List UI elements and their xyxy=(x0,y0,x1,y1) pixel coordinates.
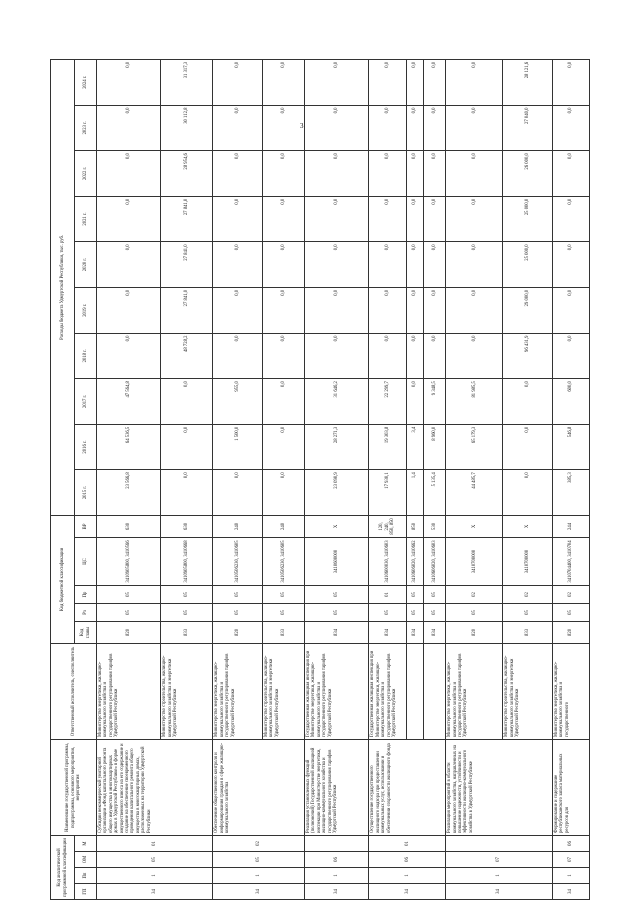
expense-value: 0,0 xyxy=(406,105,423,151)
expense-value: 0,0 xyxy=(369,333,406,379)
activity-name: Субсидии некоммерческой унитарной организации «Фонд капитального ремонта общего имущества в многоквартирных домах в Удмуртской Республике» в форме имущественного взноса на его содержание и создание на обеспечение своевременного проведения капитального ремонта общего имущества в многоквартирных домах, расположенных на территории Удмуртской Республики xyxy=(97,739,213,835)
m-code xyxy=(446,835,553,851)
executor-name: Министерство энергетики, жилищно-коммунального хозяйства и государственного регулирования тарифов Удмуртской Республики xyxy=(97,643,161,739)
gp-code: 34 xyxy=(97,884,213,900)
vr-code: 530 xyxy=(423,515,445,537)
executor-name: Государственная жилищная инспекция при Министерстве энергетики, жилищно-коммунального хозяйства и государственного регулирования тарифов Удмуртской Республики xyxy=(305,643,369,739)
header-cs: ЦС xyxy=(75,537,97,585)
table-row xyxy=(97,59,161,899)
header-gp: ГП xyxy=(75,884,97,900)
activity-name: Обеспечение общественного контроля и информирования граждан в сфере жилищно-коммунального хозяйства xyxy=(213,739,305,835)
table-row xyxy=(213,59,263,899)
executor-name xyxy=(423,643,445,739)
expense-value: 26 000,0 xyxy=(503,151,553,197)
executor-name: Министерство энергетики, жилищно-коммунального хозяйства и государственного xyxy=(552,643,589,739)
expense-value: 0,0 xyxy=(305,105,369,151)
grbs-code: 833 xyxy=(262,621,304,643)
vr-code: 630 xyxy=(97,515,161,537)
expense-value: 0,0 xyxy=(423,287,445,333)
header-year: 2018 г. xyxy=(75,333,97,379)
expense-value: 0,0 xyxy=(305,287,369,333)
expense-value: 0,0 xyxy=(369,196,406,242)
grbs-code: 833 xyxy=(161,621,213,643)
expense-value: 0,0 xyxy=(262,333,304,379)
header-rz: Рз xyxy=(75,603,97,621)
rz-code: 05 xyxy=(423,603,445,621)
expense-value: 0,0 xyxy=(213,105,263,151)
cs-code: 3410600000 xyxy=(305,537,369,585)
expense-value: 0,0 xyxy=(406,59,423,105)
expense-value: 0,0 xyxy=(369,59,406,105)
pr-code: 05 xyxy=(423,585,445,603)
header-year: 2015 г. xyxy=(75,470,97,516)
om-code: 05 xyxy=(97,852,213,868)
header-year: 2017 г. xyxy=(75,379,97,425)
expense-value: 19 303,8 xyxy=(369,424,406,470)
cs-code: 3410700000 xyxy=(446,537,503,585)
rz-code: 05 xyxy=(369,603,406,621)
expense-value: 9 348,5 xyxy=(423,379,445,425)
executor-name: Министерство строительства, жилищно-коммунального хозяйства и энергетики Удмуртской Республики xyxy=(161,643,213,739)
vr-code: 850 xyxy=(406,515,423,537)
expense-value: 0,0 xyxy=(446,287,503,333)
grbs-code: 834 xyxy=(369,621,406,643)
expense-value: 0,0 xyxy=(305,151,369,197)
expense-value: 0,0 xyxy=(97,59,161,105)
rz-code: 05 xyxy=(552,603,589,621)
header-year: 2019 г. xyxy=(75,287,97,333)
expense-value: 0,0 xyxy=(213,470,263,516)
expense-value: 1 500,0 xyxy=(213,424,263,470)
executor-name: Министерство строительства, жилищно-коммунального хозяйства и энергетики Удмуртской Республики xyxy=(503,643,553,739)
pp-code: 1 xyxy=(369,868,446,884)
expense-value: 0,0 xyxy=(446,105,503,151)
om-code: 06 xyxy=(305,852,369,868)
expense-value: 96 431,9 xyxy=(503,333,553,379)
expense-value: 0,0 xyxy=(423,196,445,242)
header-program-code: Код аналитической программной классификации xyxy=(51,835,75,899)
expense-value: 0,0 xyxy=(305,333,369,379)
expense-value: 0,0 xyxy=(446,242,503,288)
pr-code: 05 xyxy=(262,585,304,603)
expense-value: 0,0 xyxy=(406,196,423,242)
expense-value: 28 954,6 xyxy=(161,151,213,197)
om-code: 07 xyxy=(552,852,589,868)
expense-value: 27 841,0 xyxy=(161,287,213,333)
expense-value: 0,0 xyxy=(262,196,304,242)
grbs-code: 834 xyxy=(406,621,423,643)
pp-code: 1 xyxy=(97,868,213,884)
expense-value: 0,0 xyxy=(552,287,589,333)
pr-code: 01 xyxy=(369,585,406,603)
expense-value: 0,0 xyxy=(97,105,161,151)
cs-code: 3410506230, 3410605 xyxy=(213,537,263,585)
grbs-code: 834 xyxy=(423,621,445,643)
header-vr: ВР xyxy=(75,515,97,537)
expense-value: 0,0 xyxy=(213,287,263,333)
expense-value: 0,0 xyxy=(552,196,589,242)
executor-name: Министерство энергетики, жилищно-коммунального хозяйства и государственного регулирования тарифов Удмуртской Республики xyxy=(446,643,503,739)
expense-value: 65 179,3 xyxy=(446,424,503,470)
header-grbs: Код главы xyxy=(75,621,97,643)
expense-value: 5 135,4 xyxy=(423,470,445,516)
m-code: 01 xyxy=(369,835,446,851)
expense-value: 0,0 xyxy=(503,379,553,425)
expense-value: 0,0 xyxy=(406,151,423,197)
expense-value: 0,0 xyxy=(406,242,423,288)
expense-value: 0,0 xyxy=(213,151,263,197)
vr-code: 120, 240, 850, 850 xyxy=(369,515,406,537)
rz-code: 05 xyxy=(305,603,369,621)
grbs-code: 833 xyxy=(503,621,553,643)
expense-value: 0,0 xyxy=(161,470,213,516)
vr-code: X xyxy=(503,515,553,537)
expense-value: 0,0 xyxy=(97,196,161,242)
expense-value: 17 930,1 xyxy=(369,470,406,516)
header-executor: Ответственный исполнитель, соисполнитель xyxy=(51,643,97,739)
m-code: 02 xyxy=(213,835,305,851)
expense-value: 0,0 xyxy=(262,59,304,105)
header-year: 2022 г. xyxy=(75,151,97,197)
header-year: 2024 г. xyxy=(75,59,97,105)
rotated-table-wrapper xyxy=(50,60,590,900)
rz-code: 05 xyxy=(406,603,423,621)
expense-value: 25 000,0 xyxy=(503,242,553,288)
expense-value: 8 960,0 xyxy=(423,424,445,470)
pp-code: 1 xyxy=(213,868,305,884)
expense-value: 27 841,0 xyxy=(161,196,213,242)
cs-code: 3410905800, 3410668 xyxy=(161,537,213,585)
expense-value: 0,0 xyxy=(213,196,263,242)
expense-value: 3,4 xyxy=(406,424,423,470)
m-code: 06 xyxy=(552,835,589,851)
pr-code: 05 xyxy=(161,585,213,603)
expense-value: 0,0 xyxy=(213,333,263,379)
om-code: 06 xyxy=(369,852,446,868)
expense-value: 0,0 xyxy=(97,333,161,379)
vr-code: 240 xyxy=(213,515,263,537)
cs-code: 3410600030, 3410603 xyxy=(369,537,406,585)
om-code: 07 xyxy=(446,852,553,868)
rz-code: 05 xyxy=(213,603,263,621)
cs-code: 3410704400, 3410704 xyxy=(552,537,589,585)
expense-value: 0,0 xyxy=(503,470,553,516)
vr-code: 240 xyxy=(262,515,304,537)
om-code: 05 xyxy=(213,852,305,868)
grbs-code: 834 xyxy=(305,621,369,643)
expense-value: 0,0 xyxy=(552,333,589,379)
table-row xyxy=(446,59,503,899)
expense-value: 0,0 xyxy=(97,287,161,333)
expense-value: 0,0 xyxy=(305,59,369,105)
expense-value: 0,0 xyxy=(161,424,213,470)
expense-value: 0,0 xyxy=(262,151,304,197)
expense-value: 64 536,5 xyxy=(97,424,161,470)
expense-value: 0,0 xyxy=(406,333,423,379)
expense-value: 0,0 xyxy=(97,242,161,288)
expense-value: 0,0 xyxy=(305,242,369,288)
cs-code: 3410700000 xyxy=(503,537,553,585)
expense-value: 0,0 xyxy=(552,151,589,197)
activity-name: Осуществление государственного жилищного надзора при предоставлении коммунальных услуг, использовании и обеспечении сохранности жилищного фонда xyxy=(369,739,446,835)
expense-value: 0,0 xyxy=(262,424,304,470)
header-m: М xyxy=(75,835,97,851)
expense-value: 48 728,2 xyxy=(161,333,213,379)
activity-name: Реализация установленных функций (полномочий) Государственной жилищной инспекции при Министерстве энергетики, жилищно-коммунального хозяйства и государственного регулирования тарифов Удмуртской Республики xyxy=(305,739,369,835)
expense-value: 28 121,6 xyxy=(503,59,553,105)
grbs-code: 820 xyxy=(446,621,503,643)
header-name: Наименование государственной программы, подпрограммы, основного мероприятия, мероприятия xyxy=(51,739,97,835)
pr-code: 05 xyxy=(305,585,369,603)
header-year: 2021 г. xyxy=(75,196,97,242)
expense-value: 0,0 xyxy=(262,470,304,516)
budget-table xyxy=(50,59,590,900)
expense-value: 0,0 xyxy=(552,105,589,151)
expense-value: 0,0 xyxy=(369,287,406,333)
expense-value: 0,0 xyxy=(369,105,406,151)
expense-value: 0,0 xyxy=(552,59,589,105)
gp-code: 34 xyxy=(369,884,446,900)
header-pr: Пр xyxy=(75,585,97,603)
expense-value: 22 299,7 xyxy=(369,379,406,425)
cs-code: 3410606020, 3410603 xyxy=(423,537,445,585)
expense-value: 0,0 xyxy=(446,333,503,379)
table-row xyxy=(552,59,589,899)
expense-value: 0,0 xyxy=(446,59,503,105)
expense-value: 0,0 xyxy=(423,242,445,288)
rz-code: 05 xyxy=(446,603,503,621)
cs-code: 3410905800, 3410566 xyxy=(97,537,161,585)
expense-value: 0,0 xyxy=(446,196,503,242)
gp-code: 34 xyxy=(552,884,589,900)
pp-code: 1 xyxy=(446,868,553,884)
vr-code: 630 xyxy=(161,515,213,537)
grbs-code: 820 xyxy=(97,621,161,643)
m-code xyxy=(305,835,369,851)
expense-value: 0,0 xyxy=(305,196,369,242)
expense-value: 0,0 xyxy=(213,59,263,105)
expense-value: 0,0 xyxy=(161,379,213,425)
expense-value: 23 566,8 xyxy=(97,470,161,516)
gp-code: 34 xyxy=(446,884,553,900)
header-year: 2016 г. xyxy=(75,424,97,470)
expense-value: 0,0 xyxy=(423,151,445,197)
expense-value: 0,0 xyxy=(423,105,445,151)
expense-value: 0,0 xyxy=(262,105,304,151)
activity-name: Реализация мероприятий в области коммунального хозяйства, направленных на повышение надежности, устойчивости и эффективности жилищно-коммунального хозяйства в Удмуртской Республике xyxy=(446,739,553,835)
expense-value: 0,0 xyxy=(406,287,423,333)
expense-value: 1,4 xyxy=(406,470,423,516)
pp-code: 1 xyxy=(552,868,589,884)
expense-value: 0,0 xyxy=(423,59,445,105)
gp-code: 34 xyxy=(305,884,369,900)
expense-value: 44 485,7 xyxy=(446,470,503,516)
expense-value: 47 564,8 xyxy=(97,379,161,425)
expense-value: 0,0 xyxy=(552,242,589,288)
expense-value: 0,0 xyxy=(262,379,304,425)
header-year: 2023 г. xyxy=(75,105,97,151)
rz-code: 05 xyxy=(262,603,304,621)
gp-code: 34 xyxy=(213,884,305,900)
grbs-code: 820 xyxy=(552,621,589,643)
expense-value: 600,0 xyxy=(552,379,589,425)
header-pp: Пп xyxy=(75,868,97,884)
table-body xyxy=(97,59,590,899)
page-number: 3 xyxy=(300,122,304,130)
pr-code: 02 xyxy=(446,585,503,603)
header-budget-code: Код бюджетной классификации xyxy=(51,515,75,643)
expense-value: 28 271,3 xyxy=(305,424,369,470)
cs-code: 3410506230, 3410605 xyxy=(262,537,304,585)
rz-code: 05 xyxy=(161,603,213,621)
expense-value: 955,0 xyxy=(213,379,263,425)
expense-value: 0,0 xyxy=(503,424,553,470)
expense-value: 81 985,5 xyxy=(446,379,503,425)
expense-value: 0,0 xyxy=(423,333,445,379)
rz-code: 05 xyxy=(97,603,161,621)
vr-code: X xyxy=(305,515,369,537)
expense-value: 385,3 xyxy=(552,470,589,516)
expense-value: 29 000,0 xyxy=(503,287,553,333)
pr-code: 05 xyxy=(97,585,161,603)
expense-value: 0,0 xyxy=(406,379,423,425)
rz-code: 05 xyxy=(503,603,553,621)
expense-value: 0,0 xyxy=(213,242,263,288)
expense-value: 0,0 xyxy=(262,242,304,288)
header-expenses: Расходы бюджета Удмуртской Республики, тыс. руб. xyxy=(51,59,75,515)
vr-code: 244 xyxy=(552,515,589,537)
expense-value: 23 090,9 xyxy=(305,470,369,516)
activity-name: Формирование и содержание республиканского запаса материальных ресурсов для xyxy=(552,739,589,835)
pr-code: 02 xyxy=(503,585,553,603)
expense-value: 31 317,3 xyxy=(161,59,213,105)
expense-value: 0,0 xyxy=(262,287,304,333)
grbs-code: 820 xyxy=(213,621,263,643)
table-row xyxy=(369,59,406,899)
header-om: ОМ xyxy=(75,852,97,868)
m-code: 01 xyxy=(97,835,213,851)
pr-code: 05 xyxy=(406,585,423,603)
vr-code: X xyxy=(446,515,503,537)
expense-value: 30 112,8 xyxy=(161,105,213,151)
executor-name: Государственная жилищная инспекция при Министерстве энергетики, жилищно-коммунального хозяйства и государственного регулирования тарифов Удмуртской Республики xyxy=(369,643,406,739)
pp-code: 1 xyxy=(305,868,369,884)
expense-value: 27 841,0 xyxy=(161,242,213,288)
executor-name xyxy=(406,643,423,739)
expense-value: 0,0 xyxy=(369,151,406,197)
executor-name: Министерство строительства, жилищно-коммунального хозяйства и энергетики Удмуртской Республики xyxy=(262,643,304,739)
expense-value: 0,0 xyxy=(446,151,503,197)
executor-name: Министерство энергетики, жилищно-коммунального хозяйства и государственного регулирования тарифов Удмуртской Республики xyxy=(213,643,263,739)
table-row xyxy=(305,59,369,899)
header-year: 2020 г. xyxy=(75,242,97,288)
expense-value: 27 040,0 xyxy=(503,105,553,151)
cs-code: 3410606020, 3410662 xyxy=(406,537,423,585)
pr-code: 05 xyxy=(213,585,263,603)
expense-value: 546,8 xyxy=(552,424,589,470)
expense-value: 0,0 xyxy=(369,242,406,288)
expense-value: 31 646,2 xyxy=(305,379,369,425)
expense-value: 0,0 xyxy=(97,151,161,197)
pr-code: 02 xyxy=(552,585,589,603)
expense-value: 25 000,0 xyxy=(503,196,553,242)
